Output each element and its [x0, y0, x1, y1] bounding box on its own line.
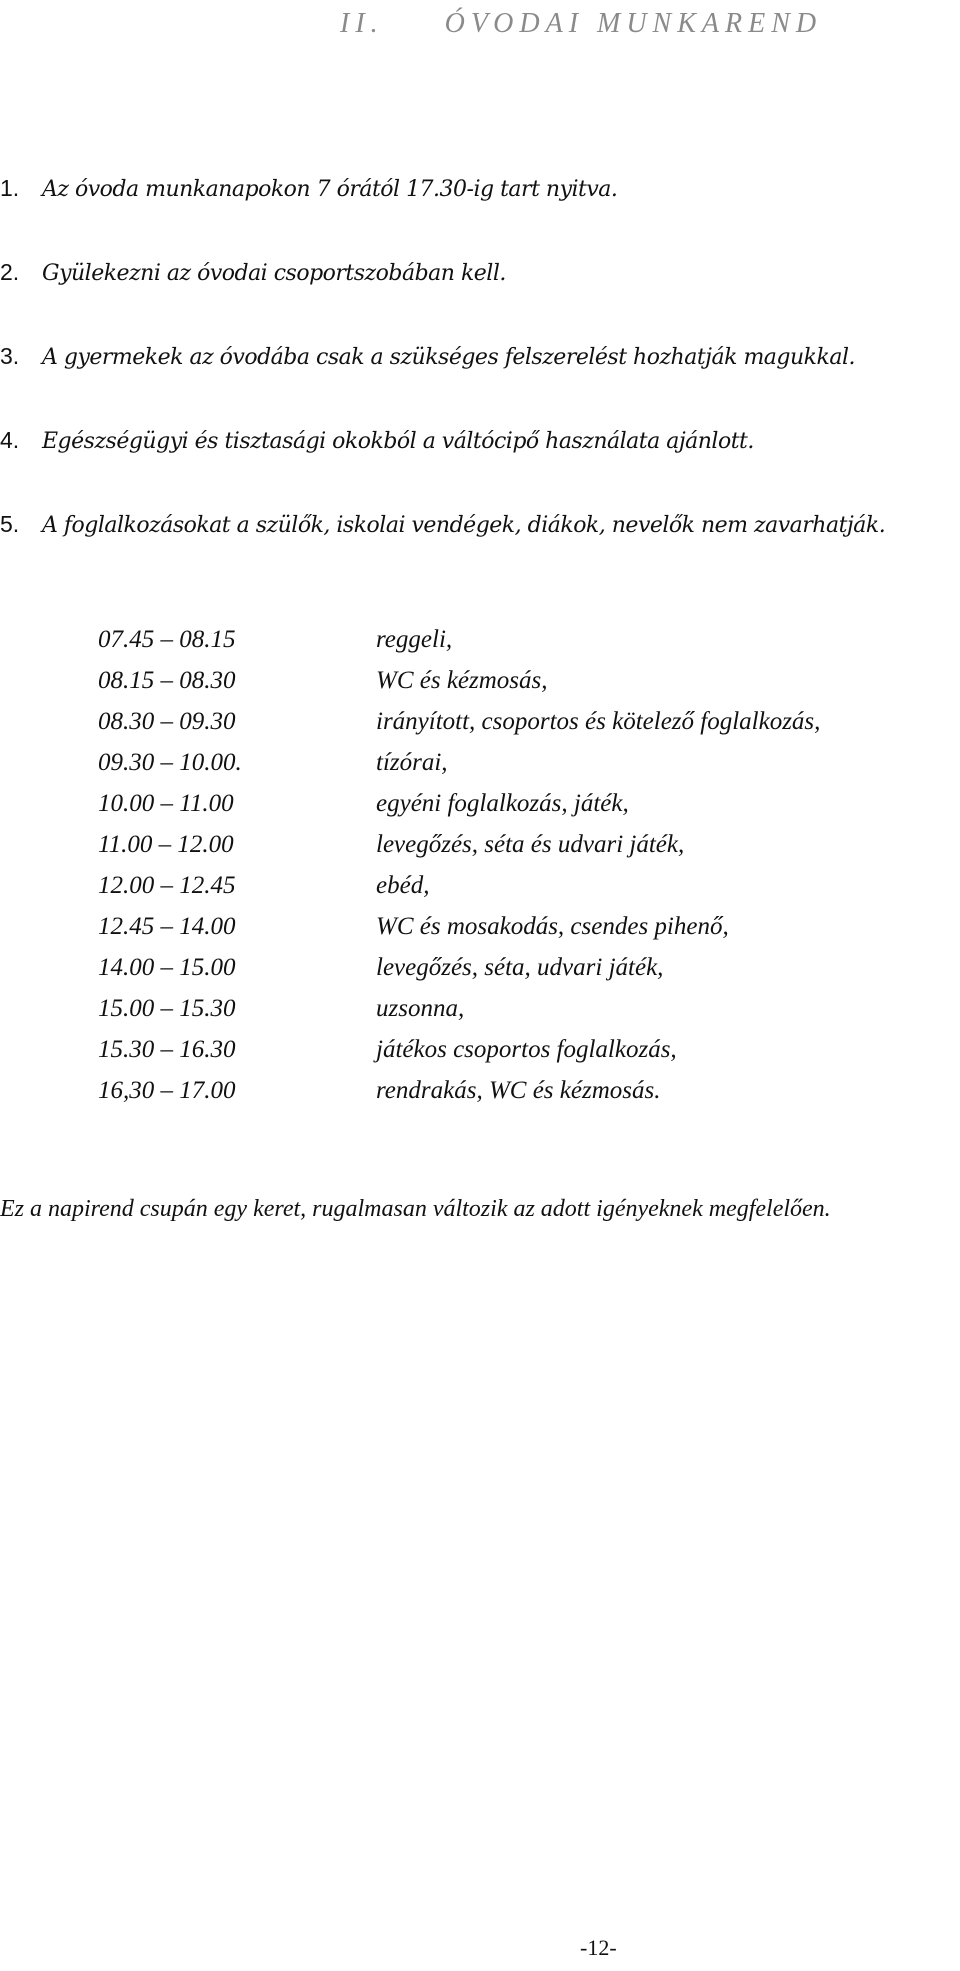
schedule-activity: WC és mosakodás, csendes pihenő,: [376, 913, 729, 940]
schedule-activity: levegőzés, séta és udvari játék,: [376, 831, 685, 858]
page-number: -12-: [580, 1935, 617, 1960]
schedule-activity: levegőzés, séta, udvari játék,: [376, 954, 664, 981]
schedule-time: 08.15 – 08.30: [98, 667, 236, 694]
rules-list: [0, 175, 885, 595]
schedule-activity: egyéni foglalkozás, játék,: [376, 790, 629, 817]
rule-item: [0, 259, 885, 343]
schedule-row: [98, 749, 820, 790]
daily-schedule: [98, 626, 820, 1118]
rule-number: 5.: [0, 511, 20, 537]
rule-number: 1.: [0, 175, 20, 201]
schedule-activity: tízórai,: [376, 749, 448, 776]
rule-number: 2.: [0, 259, 20, 285]
schedule-row: [98, 790, 820, 831]
rule-item: [0, 427, 885, 511]
schedule-row: [98, 626, 820, 667]
schedule-time: 16,30 – 17.00: [98, 1077, 236, 1104]
schedule-activity: uzsonna,: [376, 995, 465, 1022]
rule-text: Gyülekezni az óvodai csoportszobában kell.: [42, 261, 506, 286]
schedule-time: 15.30 – 16.30: [98, 1036, 236, 1063]
schedule-note: Ez a napirend csupán egy keret, rugalmasan változik az adott igényeknek megfelelően.: [0, 1196, 831, 1222]
schedule-time: 08.30 – 09.30: [98, 708, 236, 735]
rule-text: A foglalkozásokat a szülők, iskolai vendégek, diákok, nevelők nem zavarhatják.: [42, 513, 886, 538]
rule-text: A gyermekek az óvodába csak a szükséges felszerelést hozhatják magukkal.: [42, 345, 855, 370]
rule-number: 3.: [0, 343, 20, 369]
schedule-activity: irányított, csoportos és kötelező foglalkozás,: [376, 708, 821, 735]
schedule-activity: játékos csoportos foglalkozás,: [376, 1036, 677, 1063]
rule-number: 4.: [0, 427, 20, 453]
schedule-time: 14.00 – 15.00: [98, 954, 236, 981]
schedule-time: 15.00 – 15.30: [98, 995, 236, 1022]
section-title-text: ÓVODAI MUNKAREND: [444, 8, 823, 39]
schedule-time: 11.00 – 12.00: [98, 831, 234, 858]
section-title: [340, 8, 822, 40]
rule-item: [0, 343, 885, 427]
schedule-time: 12.00 – 12.45: [98, 872, 236, 899]
schedule-time: 10.00 – 11.00: [98, 790, 234, 817]
rule-text: Egészségügyi és tisztasági okokból a váltócipő használata ajánlott.: [42, 429, 754, 454]
schedule-row: [98, 831, 820, 872]
schedule-row: [98, 995, 820, 1036]
schedule-row: [98, 954, 820, 995]
schedule-activity: rendrakás, WC és kézmosás.: [376, 1077, 661, 1104]
schedule-time: 07.45 – 08.15: [98, 626, 236, 653]
rule-item: [0, 175, 885, 259]
schedule-activity: ebéd,: [376, 872, 430, 899]
rule-item: [0, 511, 885, 595]
schedule-row: [98, 1036, 820, 1077]
rule-text: Az óvoda munkanapokon 7 órától 17.30-ig tart nyitva.: [42, 177, 618, 202]
schedule-row: [98, 872, 820, 913]
schedule-time: 09.30 – 10.00.: [98, 749, 242, 776]
schedule-activity: WC és kézmosás,: [376, 667, 548, 694]
schedule-row: [98, 913, 820, 954]
schedule-row: [98, 708, 820, 749]
schedule-activity: reggeli,: [376, 626, 453, 653]
schedule-row: [98, 1077, 820, 1118]
schedule-row: [98, 667, 820, 708]
section-number: II.: [340, 8, 384, 39]
schedule-time: 12.45 – 14.00: [98, 913, 236, 940]
